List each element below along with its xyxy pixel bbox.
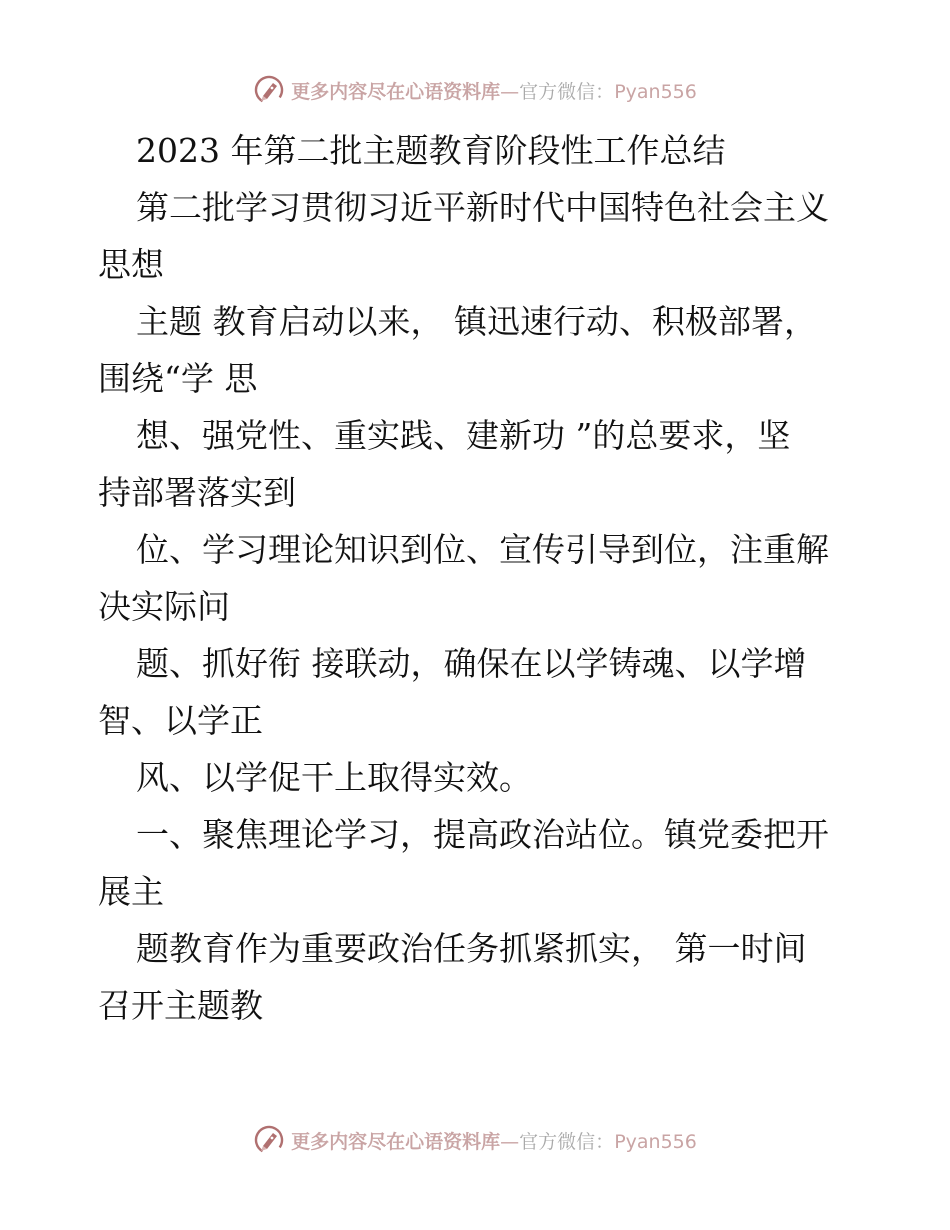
paragraph-line: 持部署落实到 [98, 473, 296, 512]
pen-nib-logo-icon [253, 74, 285, 106]
header-watermark [0, 70, 950, 110]
watermark-text [291, 1127, 697, 1154]
paragraph-line: 主题 教育启动以来， 镇迅速行动、积极部署， [136, 302, 817, 341]
watermark-handle: Pyan556 [614, 1130, 697, 1153]
watermark-brand: 更多内容尽在心语资料库 [291, 80, 501, 103]
watermark-dash: — [500, 1130, 520, 1153]
paragraph-line: 风、以学促干上取得实效。 [136, 758, 532, 797]
paragraph-line: 展主 [98, 872, 164, 911]
paragraph-line: 题、抓好衔 接联动，确保在以学铸魂、以学增 [136, 644, 807, 683]
watermark-label: 官方微信： [519, 1130, 615, 1153]
paragraph-line: 围绕“学 思 [98, 359, 258, 398]
paragraph-line: 题教育作为重要政治任务抓紧抓实， 第一时间 [136, 929, 807, 968]
document-body [98, 122, 858, 1034]
document-title: 2023 年第二批主题教育阶段性工作总结 [136, 131, 726, 170]
paragraph-line: 决实际问 [98, 587, 230, 626]
footer-watermark [0, 1120, 950, 1160]
watermark-text [291, 77, 697, 104]
paragraph-line: 想、强党性、重实践、建新功 ”的总要求，坚 [136, 416, 791, 455]
paragraph-line: 思想 [98, 245, 164, 284]
watermark-label: 官方微信： [519, 80, 615, 103]
watermark-handle: Pyan556 [614, 80, 697, 103]
paragraph-line: 第二批学习贯彻习近平新时代中国特色社会主义 [136, 188, 829, 227]
watermark-brand: 更多内容尽在心语资料库 [291, 1130, 501, 1153]
paragraph-line: 位、学习理论知识到位、宣传引导到位，注重解 [136, 530, 829, 569]
section-heading-line: 一、聚焦理论学习，提高政治站位。镇党委把开 [136, 815, 829, 854]
watermark-dash: — [500, 80, 520, 103]
paragraph-line: 智、以学正 [98, 701, 263, 740]
paragraph-line: 召开主题教 [98, 986, 263, 1025]
pen-nib-logo-icon [253, 1124, 285, 1156]
